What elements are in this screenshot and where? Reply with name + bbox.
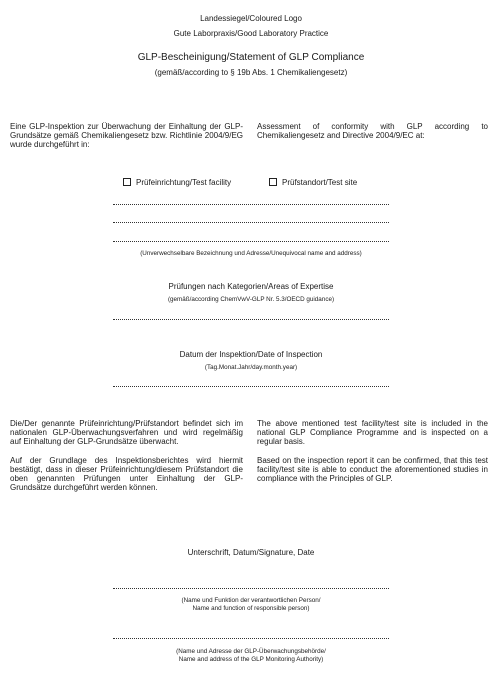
facility-name-line-1[interactable] [113, 202, 389, 205]
logo-line: Landessiegel/Coloured Logo [200, 14, 302, 23]
test-site-checkbox[interactable] [269, 178, 277, 186]
test-facility-option[interactable] [123, 178, 231, 188]
responsible-person-caption-1: (Name und Funktion der verantwortlichen Person/ [181, 597, 321, 604]
intro-english: Assessment of conformity with GLP according to Chemikaliengesetz and Directive 2004/9/EC at: [257, 122, 488, 141]
expertise-line[interactable] [113, 317, 389, 320]
expertise-subheading: (gemäß/according ChemVwV-GLP Nr. 5.3/OECD guidance) [167, 296, 335, 303]
statement-german-1: Die/Der genannte Prüfeinrichtung/Prüfstandort befindet sich im nationalen GLP-Überwachungsverfahren und wird regelmäßig auf Einhaltung der GLP-Grundsätze überwacht. [10, 419, 243, 447]
authority-caption-1: (Name und Adresse der GLP-Überwachungsbehörde/ [176, 648, 326, 655]
authority-caption-2: Name and address of the GLP Monitoring Authority) [178, 656, 324, 663]
authority-line[interactable] [113, 636, 389, 639]
facility-name-line-2[interactable] [113, 220, 389, 223]
signature-heading: Unterschrift, Datum/Signature, Date [187, 548, 315, 557]
inspection-date-heading: Datum der Inspektion/Date of Inspection [179, 350, 323, 359]
facility-caption: (Unverwechselbare Bezeichnung und Adresse/Unequivocal name and address) [140, 250, 362, 257]
intro-german: Eine GLP-Inspektion zur Überwachung der Einhaltung der GLP-Grundsätze gemäß Chemikaliengesetz bzw. Richtlinie 2004/9/EG wurde durchgeführt in: [10, 122, 243, 150]
statement-english [257, 419, 488, 483]
document-subtitle: Gute Laborpraxis/Good Laboratory Practice [173, 29, 329, 38]
facility-name-line-3[interactable] [113, 239, 389, 242]
statement-german [10, 419, 243, 492]
statement-english-1: The above mentioned test facility/test site is included in the national GLP Compliance Programme and is inspected on a regular basis. [257, 419, 488, 447]
expertise-heading: Prüfungen nach Kategorien/Areas of Expertise [168, 282, 334, 291]
statement-german-2: Auf der Grundlage des Inspektionsberichtes wird hiermit bestätigt, dass in dieser Prüfeinrichtung/diesem Prüfstandort die oben genannten Prüfungen unter Einhaltung der GLP-Grundsätze durchgeführt werden können. [10, 455, 243, 493]
statement-english-2: Based on the inspection report it can be confirmed, that this test facility/test site is able to conduct the aforementioned studies in compliance with the Principles of GLP. [257, 455, 488, 484]
test-site-option[interactable] [269, 178, 357, 188]
test-facility-label: Prüfeinrichtung/Test facility [136, 178, 232, 187]
signature-line[interactable] [113, 586, 389, 589]
inspection-date-format: (Tag.Monat.Jahr/day.month.year) [204, 364, 298, 371]
document-title: GLP-Bescheinigung/Statement of GLP Compliance [137, 52, 365, 63]
test-site-label: Prüfstandort/Test site [282, 178, 358, 187]
inspection-date-line[interactable] [113, 384, 389, 387]
law-reference: (gemäß/according to § 19b Abs. 1 Chemikaliengesetz) [154, 68, 348, 77]
responsible-person-caption-2: Name and function of responsible person) [192, 605, 310, 612]
test-facility-checkbox[interactable] [123, 178, 131, 186]
